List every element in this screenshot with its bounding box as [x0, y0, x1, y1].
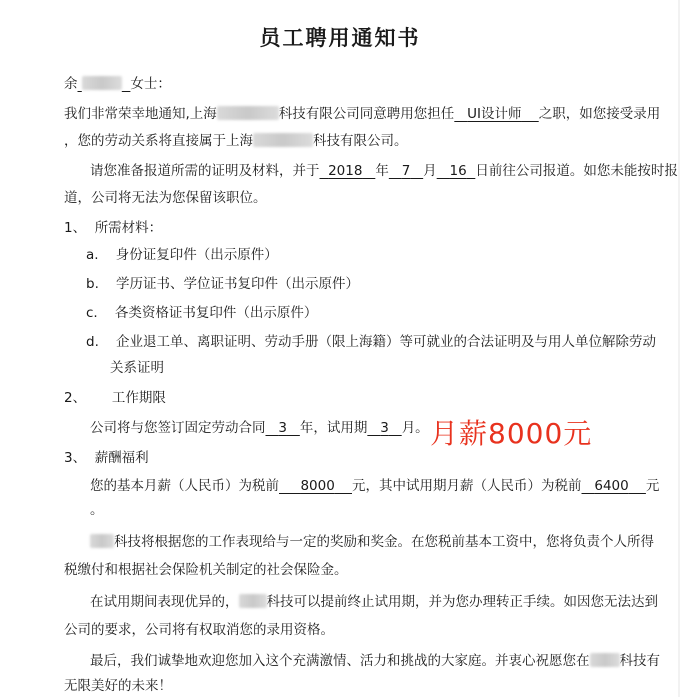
salary-line-end: 。 — [90, 502, 104, 518]
material-item: b. 学历证书、学位证书复印件（出示原件） — [86, 276, 360, 292]
paragraph-3-line-1: 科技将根据您的工作表现给与一定的奖励和奖金。在您税前基本工资中，您将负责个人所得 — [90, 532, 654, 552]
section-2-heading: 2、 工作期限 — [64, 390, 166, 406]
material-item-continuation: 关系证明 — [110, 360, 164, 376]
contract-term-line: 公司将与您签订固定劳动合同 3 年，试用期 3 月。 — [90, 420, 429, 436]
paragraph-1-line-2: ，您的劳动关系将直接属于上海 科技有限公司。 — [64, 133, 408, 149]
material-item: c. 各类资格证书复印件（出示原件） — [86, 305, 318, 321]
paragraph-2-line-2: 道，公司将无法为您保留该职位。 — [64, 190, 267, 206]
probation-salary: 6400 — [594, 478, 629, 494]
report-day: 16 — [449, 163, 467, 179]
salutation: 余 女士： — [64, 76, 171, 92]
redacted-company — [253, 133, 313, 147]
report-month: 7 — [401, 163, 411, 179]
paragraph-4-line-1: 在试用期间表现优异的， 科技可以提前终止试用期，并为您办理转正手续。如因您无法达到 — [90, 594, 658, 610]
paragraph-2-line-1: 请您准备报道所需的证明及材料，并于 2018 年 7 月 16 日前往公司报道。如您未能按时报 — [90, 163, 678, 179]
redacted-name — [82, 76, 122, 90]
redacted-company — [590, 653, 620, 667]
paragraph-5-line-1: 最后，我们诚挚地欢迎您加入这个充满激情、活力和挑战的大家庭。并衷心祝愿您在 科技有 — [90, 653, 660, 669]
report-year: 2018 — [328, 163, 363, 179]
probation-months: 3 — [380, 420, 389, 436]
material-item: a. 身份证复印件（出示原件） — [86, 247, 278, 263]
salary-line: 您的基本月薪（人民币）为税前 8000 元，其中试用期月薪（人民币）为税前 6400 元 — [90, 478, 660, 494]
paragraph-3-line-2: 税缴付和根据社会保险机关制定的社会保险金。 — [64, 562, 348, 578]
role-value: UI设计师 — [467, 106, 522, 122]
document-title: 员工聘用通知书 — [259, 26, 421, 50]
section-3-heading: 3、 薪酬福利 — [64, 450, 149, 466]
paragraph-1-line-1: 我们非常荣幸地通知,上海 科技有限公司同意聘用您担任 UI设计师 之职，如您接受录用 — [64, 106, 661, 122]
redacted-company — [217, 106, 279, 120]
material-item: d. 企业退工单、离职证明、劳动手册（限上海籍）等可就业的合法证明及与用人单位解除劳动 — [86, 334, 657, 350]
base-salary: 8000 — [300, 478, 335, 494]
redacted-company — [239, 594, 267, 608]
section-1-heading: 1、 所需材料： — [64, 220, 163, 236]
paragraph-5-line-2: 无限美好的未来！ — [64, 678, 172, 694]
contract-years: 3 — [278, 420, 287, 436]
salary-annotation: 月薪8000元 — [430, 417, 593, 450]
redacted-company — [90, 534, 114, 548]
paragraph-4-line-2: 公司的要求，公司将有权取消您的录用资格。 — [64, 622, 334, 638]
